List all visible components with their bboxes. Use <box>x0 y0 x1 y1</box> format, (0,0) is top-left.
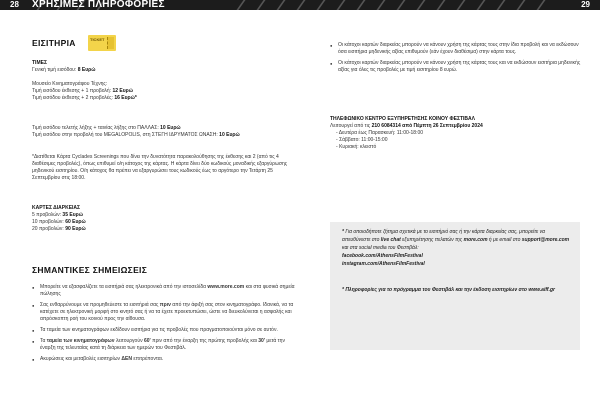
museum-price-2: Τιμή εισόδου έκθεσης + 2 προβολές: 16 Ευρώ* <box>32 95 137 101</box>
prices-heading: ΤΙΜΕΣ <box>32 60 47 66</box>
tickets-heading: ΕΙΣΙΤΗΡΙΑ <box>32 38 76 48</box>
aiff-link[interactable]: www.aiff.gr <box>528 287 555 293</box>
museum-block <box>32 81 302 102</box>
prices-block <box>32 60 302 74</box>
hours-saturday: - Σάββατο: 11:00-15:00 <box>336 137 590 144</box>
card-usage-list <box>330 42 582 74</box>
support-heading: ΤΗΛΕΦΩΝΙΚΟ ΚΕΝΤΡΟ ΕΞΥΠΗΡΕΤΗΣΗΣ ΚΟΙΝΟΥ ΦΕΣΤΙΒΑΛ <box>330 116 475 122</box>
page-title: ΧΡΗΣΙΜΕΣ ΠΛΗΡΟΦΟΡΙΕΣ <box>32 0 165 10</box>
ceremony-price: Τιμή εισόδου τελετής λήξης + ταινίας λήξης στο ΠΑΛΛΑΣ: 10 Ευρώ <box>32 125 181 131</box>
general-price-line: Γενική τιμή εισόδου: 8 Ευρώ <box>32 67 96 73</box>
hours-sunday: - Κυριακή: κλειστό <box>336 144 590 151</box>
contact-info-box <box>330 222 580 350</box>
megalopolis-price: Τιμή εισόδου στην προβολή του MEGALOPOLIS, στη ΣΤΕΓΗ ΙΔΡΥΜΑΤΟΣ ΩΝΑΣΗ: 10 Ευρώ <box>32 132 240 138</box>
support-email-link[interactable]: support@more.com <box>521 237 570 243</box>
card-usage-same-screening: ● Οι κάτοχοι καρτών διαρκείας μπορούν να κάνουν χρήση της κάρτας τους στην ίδια προβολή και να εκδώσουν όσα εισιτήρια μηδενικής αξίας επιθυμούν (εάν έχουν διαθέσιμα) στην κάρτα τους. <box>330 42 582 56</box>
note-no-refunds: ● Ακυρώσεις και μεταβολές εισιτηρίων ΔΕΝ επιτρέπονται. <box>32 356 297 363</box>
card-5: 5 προβολών: 35 Ευρώ <box>32 212 83 218</box>
more-link[interactable]: www.more.com <box>207 284 245 290</box>
note-hours: ● Τα ταμεία των κινηματογράφων λειτουργούν 60' πριν από την έναρξη της πρώτης προβολής και 30' μετά την έναρξη της τελευταίας κατά τη διάρκεια των ημερών του Φεστιβάλ. <box>32 338 297 352</box>
hours-weekdays: - Δευτέρα έως Παρασκευή: 11:00-18:00 <box>336 130 590 137</box>
program-info-paragraph: * Πληροφορίες για το πρόγραμμα του Φεστιβάλ και την έκδοση εισιτηρίων στο www.aiff.gr <box>342 287 555 293</box>
ticket-icon <box>88 35 116 51</box>
card-20: 20 προβολών: 90 Ευρώ <box>32 226 86 232</box>
cards-heading: ΚΑΡΤΕΣ ΔΙΑΡΚΕΙΑΣ <box>32 205 81 211</box>
ticket-stub <box>107 37 114 49</box>
notes-heading: ΣΗΜΑΝΤΙΚΕΣ ΣΗΜΕΙΩΣΕΙΣ <box>32 265 148 275</box>
page-number-right: 29 <box>581 0 590 9</box>
page-number-left: 28 <box>10 0 19 9</box>
card-usage-all-screenings: ● Οι κάτοχοι καρτών διαρκείας μπορούν να κάνουν χρήση της κάρτας τους και να εκδώσουν εισιτήρια μηδενικής αξίας για όλες τις προβολές με τιμή εισιτηρίου 8 ευρώ. <box>330 60 582 74</box>
cyclades-footnote: *Διατίθεται Κάρτα Cyclades Screenings που δίνει την δυνατότητα παρακολούθησης της έκθεσης και 2 (από τις 4 διαθέσιμες προβολές), όπως επιθυμεί ο/η κάτοχος της κάρτας. Η κάρτα δίνει δύο κωδικούς μοναδικής εξαργύρωσης μηδενικού εισιτηρίου. Ο/η κάτοχος θα πρέπει να εξαργυρώσει τους κωδικούς έως το αργότερο την Τετάρτη 25 Σεπτεμβρίου στις 18:00. <box>32 154 288 181</box>
notes-list <box>32 284 297 363</box>
support-hours <box>330 130 590 151</box>
cards-block <box>32 205 302 233</box>
contact-paragraph: * Για οποιοδήποτε ζήτημα σχετικά με το εισιτήριό σας ή την κάρτα διαρκείας σας, μπορείτε να απευθύνεστε στο live chat εξυπηρέτησης πελατών της more.com ή με email στο support@more.com και στα social media του Φεστιβάλ: <box>342 229 570 251</box>
special-prices-block <box>32 125 307 139</box>
ticket-icon-label: TICKET <box>90 37 105 42</box>
note-box-office: ● Τα ταμεία των κινηματογράφων εκδίδουν εισιτήρια για τις προβολές που πραγματοποιούνται μόνο σε αυτόν. <box>32 327 297 334</box>
note-online: ● Μπορείτε να εξασφαλίζετε τα εισιτήριά σας ηλεκτρονικά από την ιστοσελίδα www.more.com και στα φυσικά σημεία πώλησης <box>32 284 297 298</box>
card-10: 10 προβολών: 60 Ευρώ <box>32 219 86 225</box>
note-before-arrival: ● Σας ενθαρρύνουμε να προμηθεύεστε τα εισιτήριά σας πριν από την άφιξή σας στον κινηματογράφο. Ιδανικά, να τα κατέχετε σε ηλεκτρονική μορφή στο κινητό σας ή να τα έχετε προεκτυπώσει, ώστε να διευκολύνεται η ασφαλής και απρόσκοπτη ροή του κοινού προς την αίθουσα. <box>32 302 297 323</box>
instagram-link[interactable]: instagram.com/AthensFilmFestival <box>342 261 425 267</box>
facebook-link[interactable]: facebook.com/AthensFilmFestival <box>342 253 423 259</box>
museum-heading: Μουσείο Κινηματογράφου Τέχνης: <box>32 81 108 87</box>
support-block <box>330 116 590 151</box>
museum-price-1: Τιμή εισόδου έκθεσης + 1 προβολή: 12 Ευρώ <box>32 88 133 94</box>
support-phone: Λειτουργεί από τις 210 6084314 από Πέμπτη 26 Σεπτεμβρίου 2024 <box>330 123 483 129</box>
